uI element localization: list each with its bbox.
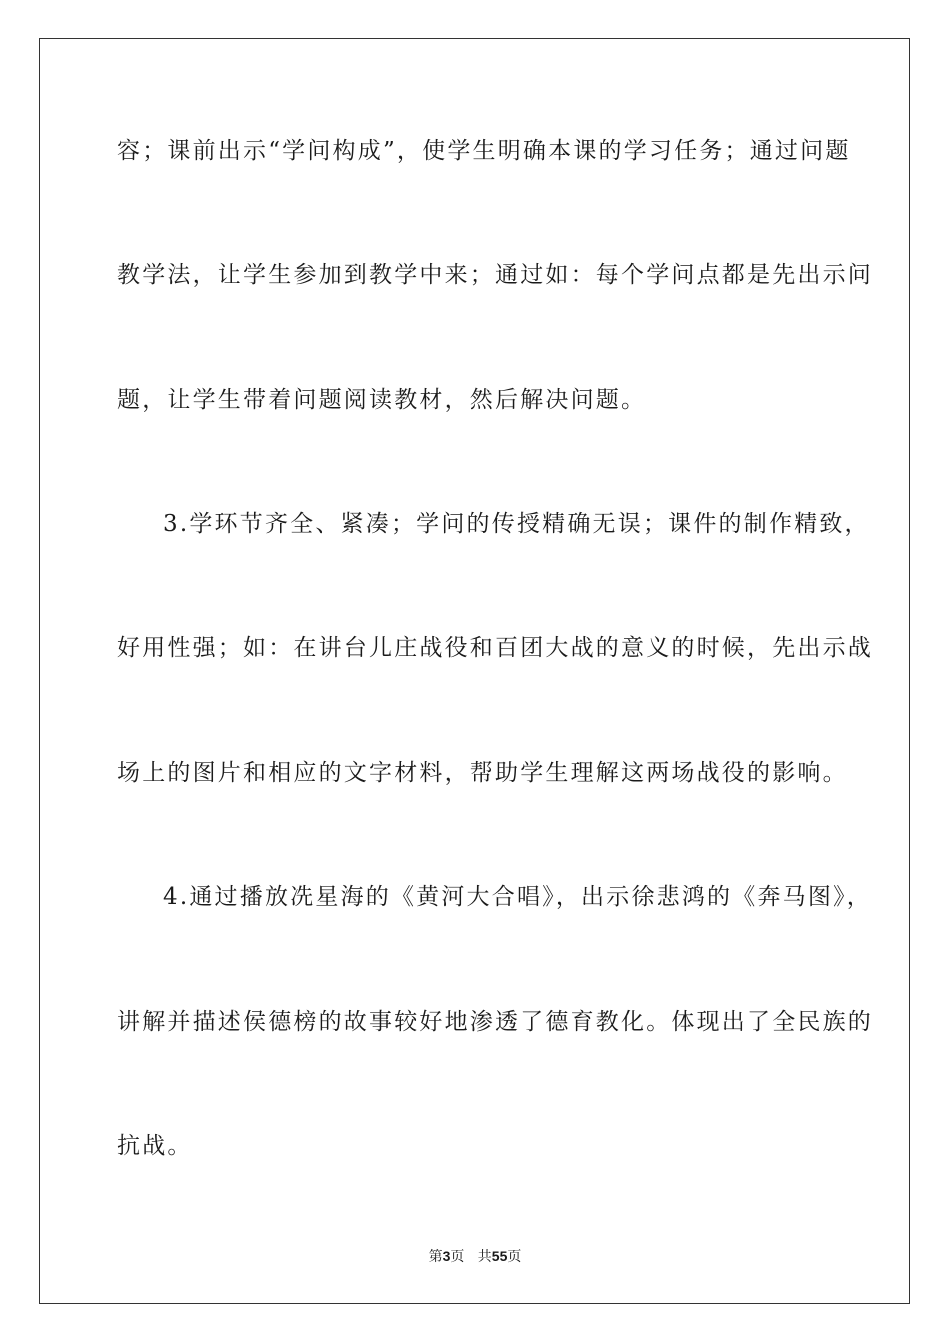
body-text-line-1: 容；课前出示“学问构成”，使学生明确本课的学习任务；通过问题 (117, 138, 851, 164)
body-text-line-7: 4.通过播放冼星海的《黄河大合唱》，出示徐悲鸿的《奔马图》， (163, 884, 872, 910)
footer-total-pages: 55 (491, 1248, 508, 1264)
footer-total-prefix: 共 (477, 1249, 492, 1265)
body-text-line-4: 3.学环节齐全、紧凑；学问的传授精确无误；课件的制作精致， (163, 511, 870, 537)
footer-page-prefix: 第 (428, 1249, 443, 1265)
body-text-line-3: 题，让学生带着问题阅读教材，然后解决问题。 (117, 387, 647, 413)
page-border (39, 38, 910, 1304)
body-text-line-8: 讲解并描述侯德榜的故事较好地渗透了德育教化。体现出了全民族的 (117, 1009, 873, 1035)
body-text-line-6: 场上的图片和相应的文字材料，帮助学生理解这两场战役的影响。 (117, 760, 848, 786)
body-text-line-9: 抗战。 (117, 1133, 193, 1159)
body-text-line-5: 好用性强；如：在讲台儿庄战役和百团大战的意义的时候，先出示战 (117, 635, 873, 661)
footer-page-number: 3 (442, 1248, 451, 1264)
page-footer (0, 1247, 950, 1266)
footer-total-suffix: 页 (507, 1249, 522, 1265)
body-text-line-2: 教学法，让学生参加到教学中来；通过如：每个学问点都是先出示问 (117, 262, 873, 288)
footer-page-suffix: 页 (450, 1249, 465, 1265)
